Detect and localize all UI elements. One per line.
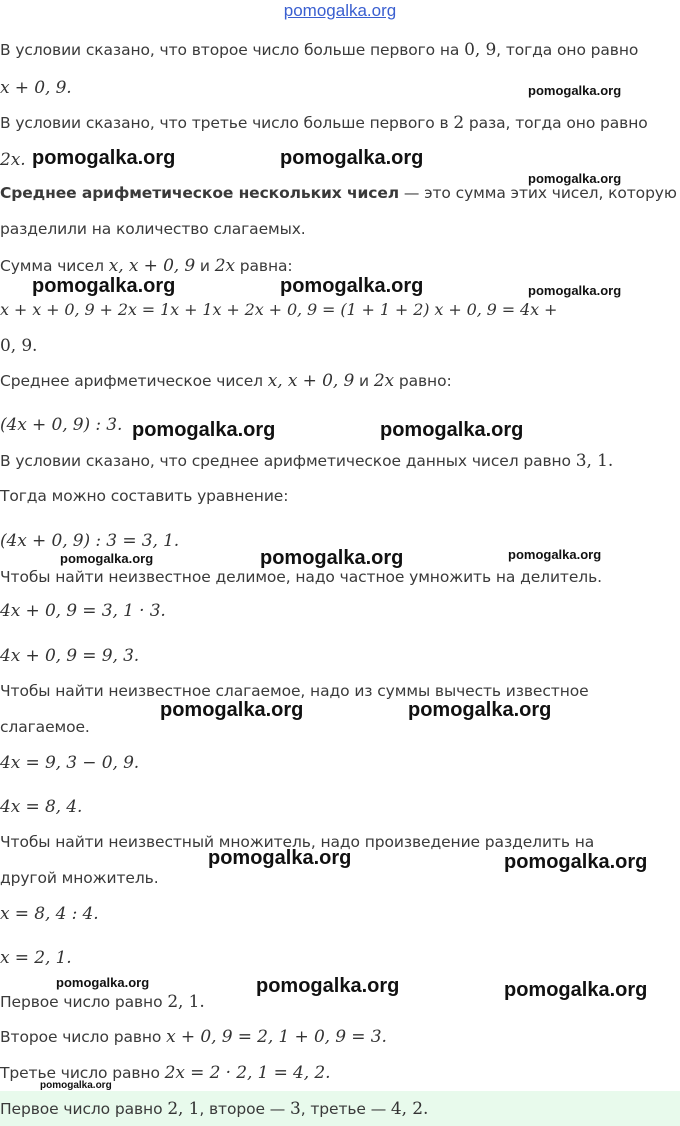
watermark: pomogalka.org xyxy=(528,83,622,98)
watermark: pomogalka.org xyxy=(528,171,622,186)
math-line: 4x = 8, 4. xyxy=(0,797,83,817)
text: равно: xyxy=(394,372,452,390)
text: Первое число равно xyxy=(0,993,168,1011)
watermark: pomogalka.org xyxy=(32,275,176,297)
math: x, x + 0, 9 xyxy=(108,256,196,276)
math: 2, 1 xyxy=(167,1099,200,1119)
text: В условии сказано, что среднее арифметическое данных чисел равно xyxy=(0,452,576,470)
text-line xyxy=(0,1027,387,1047)
watermark: pomogalka.org xyxy=(40,1080,112,1091)
site-link[interactable]: pomogalka.org xyxy=(283,1,397,20)
math: 4, 2. xyxy=(390,1099,429,1119)
text: Среднее арифметическое чисел xyxy=(0,372,268,390)
text: и xyxy=(354,372,374,390)
math-line: 0, 9. xyxy=(0,336,38,356)
text: , второе — xyxy=(199,1100,290,1118)
watermark: pomogalka.org xyxy=(380,419,524,441)
watermark: pomogalka.org xyxy=(160,699,304,721)
text: — это сумма этих чисел, которую xyxy=(399,184,677,202)
math: x + 0, 9 = 2, 1 + 0, 9 = 3. xyxy=(166,1027,387,1047)
math: 2x xyxy=(373,371,395,391)
text-line: Чтобы найти неизвестное делимое, надо частное умножить на делитель. xyxy=(0,568,602,586)
watermark: pomogalka.org xyxy=(132,419,276,441)
math-line: x = 8, 4 : 4. xyxy=(0,904,99,924)
text: раза, тогда оно равно xyxy=(464,114,648,132)
watermark: pomogalka.org xyxy=(528,283,622,298)
watermark: pomogalka.org xyxy=(508,547,602,562)
text-line: слагаемое. xyxy=(0,718,90,736)
text-line xyxy=(0,40,638,60)
math-line: 4x = 9, 3 − 0, 9. xyxy=(0,753,140,773)
math: 2 xyxy=(453,113,465,133)
math-line: (4x + 0, 9) : 3 = 3, 1. xyxy=(0,531,180,551)
text-line xyxy=(0,451,613,471)
text: Сумма чисел xyxy=(0,257,109,275)
text-line xyxy=(0,256,293,276)
watermark: pomogalka.org xyxy=(280,147,424,169)
text: В условии сказано, что второе число больше первого на xyxy=(0,41,465,59)
text-line xyxy=(0,371,452,391)
text: Третье число равно xyxy=(0,1064,165,1082)
text: равна: xyxy=(234,257,293,275)
watermark: pomogalka.org xyxy=(256,975,400,997)
math-line: x = 2, 1. xyxy=(0,948,72,968)
text: Второе число равно xyxy=(0,1028,167,1046)
math-line: 4x + 0, 9 = 9, 3. xyxy=(0,646,140,666)
math: 2x = 2 · 2, 1 = 4, 2. xyxy=(164,1063,331,1083)
math-line: 2x. xyxy=(0,150,26,170)
watermark: pomogalka.org xyxy=(504,979,648,1001)
text-line: другой множитель. xyxy=(0,869,159,887)
watermark: pomogalka.org xyxy=(208,847,352,869)
text: , тогда оно равно xyxy=(496,41,639,59)
watermark: pomogalka.org xyxy=(408,699,552,721)
text-line xyxy=(0,992,205,1012)
text-line: разделили на количество слагаемых. xyxy=(0,220,306,238)
watermark: pomogalka.org xyxy=(32,147,176,169)
text: , третье — xyxy=(300,1100,391,1118)
math-line: x + 0, 9. xyxy=(0,78,72,98)
math: x, x + 0, 9 xyxy=(267,371,355,391)
watermark: pomogalka.org xyxy=(56,975,150,990)
math-line: 4x + 0, 9 = 3, 1 · 3. xyxy=(0,601,166,621)
text: В условии сказано, что третье число больше первого в xyxy=(0,114,454,132)
math: 2, 1. xyxy=(167,992,205,1012)
text-line xyxy=(0,184,677,202)
text-line: Чтобы найти неизвестное слагаемое, надо из суммы вычесть известное xyxy=(0,682,589,700)
math: 3 xyxy=(289,1099,301,1119)
text-line: Тогда можно составить уравнение: xyxy=(0,487,289,505)
text-line: Чтобы найти неизвестный множитель, надо произведение разделить на xyxy=(0,833,595,851)
math: 3, 1. xyxy=(575,451,614,471)
math: 0, 9 xyxy=(464,40,497,60)
text: Первое число равно xyxy=(0,1100,168,1118)
math: 2x xyxy=(214,256,235,276)
watermark: pomogalka.org xyxy=(260,547,404,569)
math-line: (4x + 0, 9) : 3. xyxy=(0,415,123,435)
term: Среднее арифметическое нескольких чисел xyxy=(0,184,400,202)
watermark: pomogalka.org xyxy=(280,275,424,297)
text-line xyxy=(0,113,648,133)
math-line: x + x + 0, 9 + 2x = 1x + 1x + 2x + 0, 9 = (1 + 1 + 2) x + 0, 9 = 4x + xyxy=(0,300,558,319)
answer-line xyxy=(0,1099,428,1119)
watermark: pomogalka.org xyxy=(504,851,648,873)
watermark: pomogalka.org xyxy=(60,551,154,566)
text: и xyxy=(195,257,215,275)
